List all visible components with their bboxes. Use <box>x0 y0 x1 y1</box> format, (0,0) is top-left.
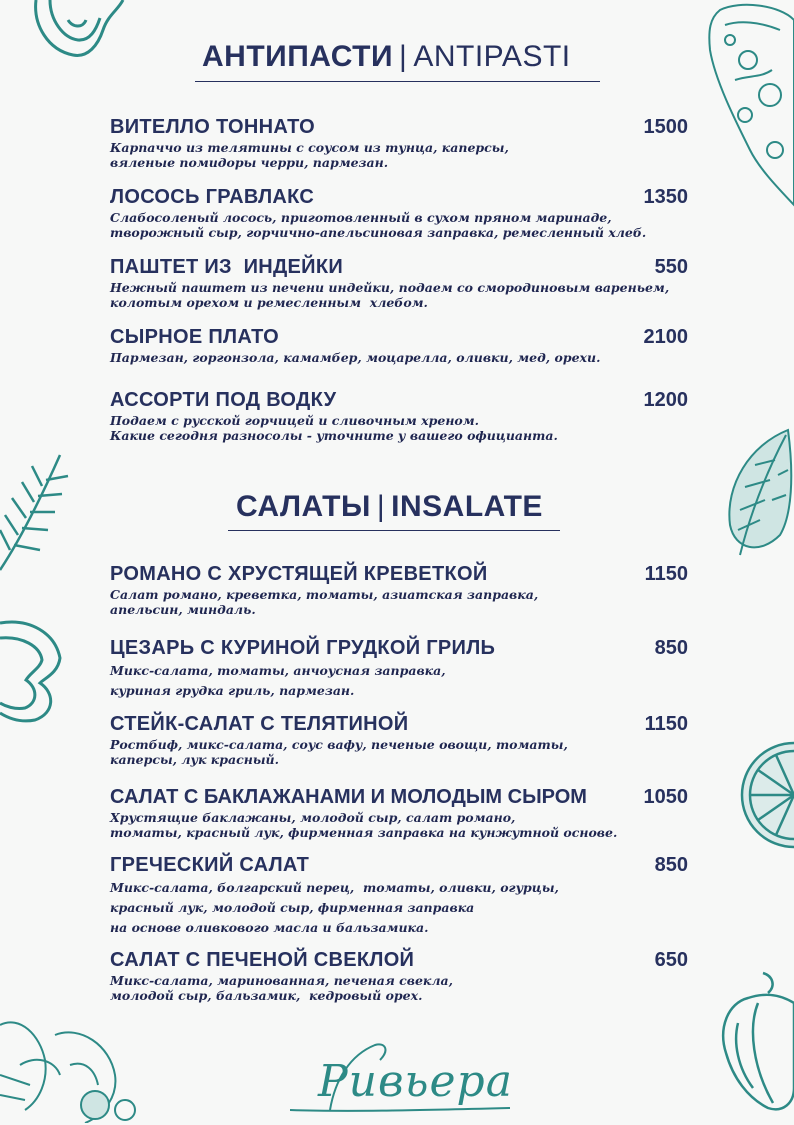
menu-item-price: 1350 <box>643 186 688 208</box>
menu-item <box>110 563 688 617</box>
menu-item-price: 1150 <box>644 713 688 735</box>
menu-item-description <box>110 737 688 767</box>
section-underline <box>195 81 600 82</box>
description-line: апельсин, миндаль. <box>110 602 256 617</box>
description-line: Ростбиф, микс-салата, соус вафу, печеные овощи, томаты, <box>110 737 568 752</box>
section-title-separator: | <box>376 490 386 523</box>
menu-item-name: ЦЕЗАРЬ С КУРИНОЙ ГРУДКОЙ ГРИЛЬ <box>110 637 496 659</box>
menu-item-description <box>110 413 688 443</box>
basil-leaf-icon <box>720 425 794 565</box>
menu-item-description <box>110 140 688 170</box>
description-line: Микс-салата, маринованная, печеная свекла, <box>110 973 453 988</box>
pepper-slice-icon <box>28 0 128 70</box>
menu-item-name: ВИТЕЛЛО ТОННАТО <box>110 116 315 138</box>
menu-item-description <box>110 350 688 365</box>
menu-item-description <box>110 810 688 840</box>
menu-item-price: 1050 <box>643 786 688 808</box>
menu-item <box>110 949 688 1003</box>
menu-item <box>110 637 688 701</box>
menu-item-name: ПАШТЕТ ИЗ ИНДЕЙКИ <box>110 256 344 278</box>
description-line: Хрустящие баклажаны, молодой сыр, салат романо, <box>110 810 516 825</box>
description-line: вяленые помидоры черри, пармезан. <box>110 155 389 170</box>
menu-item <box>110 786 688 840</box>
description-line: колотым орехом и ремесленным хлебом. <box>110 295 428 310</box>
menu-item-price: 850 <box>654 637 688 659</box>
lemon-slice-icon <box>738 735 794 855</box>
description-line: молодой сыр, бальзамик, кедровый орех. <box>110 988 423 1003</box>
herb-sprig-icon <box>0 450 70 580</box>
menu-item <box>110 256 688 310</box>
menu-item-name: РОМАНО С ХРУСТЯЩЕЙ КРЕВЕТКОЙ <box>110 563 488 585</box>
description-line: на основе оливкового масла и бальзамика. <box>110 920 429 935</box>
menu-item-price: 1500 <box>643 116 688 138</box>
section-title-insalate <box>236 490 543 524</box>
menu-item-name: ГРЕЧЕСКИЙ САЛАТ <box>110 854 310 876</box>
pepper-slice-icon <box>0 618 70 723</box>
description-line: Нежный паштет из печени индейки, подаем со смородиновым вареньем, <box>110 280 670 295</box>
menu-item <box>110 116 688 170</box>
description-line: красный лук, молодой сыр, фирменная заправка <box>110 900 475 915</box>
menu-item-description <box>110 587 688 617</box>
section-title-it: ANTIPASTI <box>413 40 571 73</box>
menu-item <box>110 326 688 365</box>
menu-item-description <box>110 878 688 938</box>
pizza-slice-icon <box>700 0 794 215</box>
description-line: Карпаччо из телятины с соусом из тунца, каперсы, <box>110 140 509 155</box>
section-underline <box>228 530 560 531</box>
section-title-ru: АНТИПАСТИ <box>202 40 394 73</box>
leaves-icon <box>0 1005 150 1123</box>
description-line: творожный сыр, горчично-апельсиновая заправка, ремесленный хлеб. <box>110 225 647 240</box>
menu-item-price: 1150 <box>644 563 688 585</box>
section-title-it: INSALATE <box>391 490 543 523</box>
bell-pepper-icon <box>718 968 794 1123</box>
menu-item-description <box>110 280 688 310</box>
menu-item <box>110 854 688 938</box>
section-title-separator: | <box>399 40 408 73</box>
description-line: томаты, красный лук, фирменная заправка на кунжутной основе. <box>110 825 618 840</box>
menu-item-name: САЛАТ С ПЕЧЕНОЙ СВЕКЛОЙ <box>110 949 415 971</box>
description-line: Подаем с русской горчицей и сливочным хреном. <box>110 413 480 428</box>
menu-item <box>110 186 688 240</box>
menu-item-price: 650 <box>654 949 688 971</box>
menu-item-name: ЛОСОСЬ ГРАВЛАКС <box>110 186 315 208</box>
description-line: Пармезан, горгонзола, камамбер, моцарелла, оливки, мед, орехи. <box>110 350 601 365</box>
description-line: Слабосоленый лосось, приготовленный в сухом пряном маринаде, <box>110 210 612 225</box>
logo: Ривьера <box>318 1056 513 1107</box>
menu-item-price: 1200 <box>643 389 688 411</box>
menu-item-name: СЫРНОЕ ПЛАТО <box>110 326 279 348</box>
section-title-antipasti <box>202 40 571 74</box>
menu-item-name: САЛАТ С БАКЛАЖАНАМИ И МОЛОДЫМ СЫРОМ <box>110 786 587 808</box>
menu-item-name: СТЕЙК-САЛАТ С ТЕЛЯТИНОЙ <box>110 713 409 735</box>
menu-item-price: 850 <box>654 854 688 876</box>
description-line: каперсы, лук красный. <box>110 752 279 767</box>
menu-item-price: 550 <box>654 256 688 278</box>
menu-item-description <box>110 210 688 240</box>
description-line: Салат романо, креветка, томаты, азиатская заправка, <box>110 587 539 602</box>
description-line: Микс-салата, томаты, анчоусная заправка, <box>110 663 446 678</box>
description-line: Какие сегодня разносолы - уточните у вашего официанта. <box>110 428 558 443</box>
description-line: куриная грудка гриль, пармезан. <box>110 683 355 698</box>
description-line: Микс-салата, болгарский перец, томаты, оливки, огурцы, <box>110 880 559 895</box>
menu-item-price: 2100 <box>643 326 688 348</box>
menu-item <box>110 713 688 767</box>
section-title-ru: САЛАТЫ <box>236 490 371 523</box>
menu-item <box>110 389 688 443</box>
menu-item-description <box>110 973 688 1003</box>
menu-item-name: АССОРТИ ПОД ВОДКУ <box>110 389 337 411</box>
menu-item-description <box>110 661 688 701</box>
